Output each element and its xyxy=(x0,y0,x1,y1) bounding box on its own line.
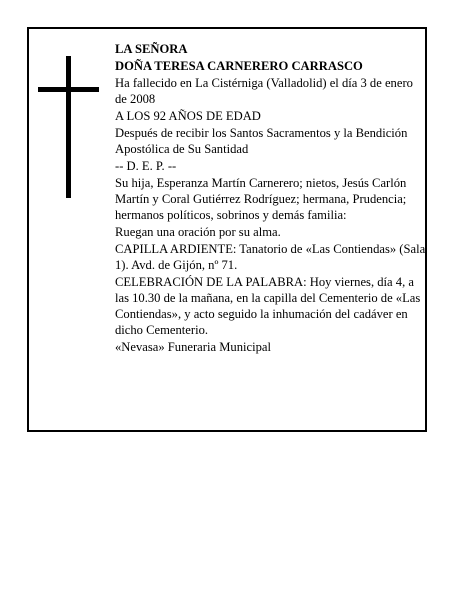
celebration-info: CELEBRACIÓN DE LA PALABRA: Hoy viernes, día 4, a las 10.30 de la mañana, en la capilla del Cementerio de «Las Contiendas», y acto seguido la inhumación del cadáver en dicho Cementerio. xyxy=(115,275,421,337)
chapel-info: CAPILLA ARDIENTE: Tanatorio de «Las Contiendas» (Sala 1). Avd. de Gijón, nº 71. xyxy=(115,242,426,272)
obituary-notice xyxy=(27,27,427,432)
cross-horizontal-bar xyxy=(38,87,99,92)
death-statement: Ha fallecido en La Cistérniga (Valladolid) el día 3 de enero de 2008 xyxy=(115,76,413,106)
prayer-request: Ruegan una oración por su alma. xyxy=(115,225,281,239)
rip-line: -- D. E. P. -- xyxy=(115,159,177,173)
notice-title: LA SEÑORA xyxy=(115,42,188,56)
funeral-home: «Nevasa» Funeraria Municipal xyxy=(115,340,271,354)
notice-text xyxy=(115,41,426,356)
sacraments-statement: Después de recibir los Santos Sacramentos y la Bendición Apostólica de Su Santidad xyxy=(115,126,408,156)
deceased-name: DOÑA TERESA CARNERERO CARRASCO xyxy=(115,59,363,73)
cross-vertical-bar xyxy=(66,56,71,198)
family-statement: Su hija, Esperanza Martín Carnerero; nietos, Jesús Carlón Martín y Coral Gutiérrez Rodríguez; hermana, Prudencia; hermanos políticos, sobrinos y demás familia: xyxy=(115,176,407,222)
age-statement: A LOS 92 AÑOS DE EDAD xyxy=(115,109,261,123)
